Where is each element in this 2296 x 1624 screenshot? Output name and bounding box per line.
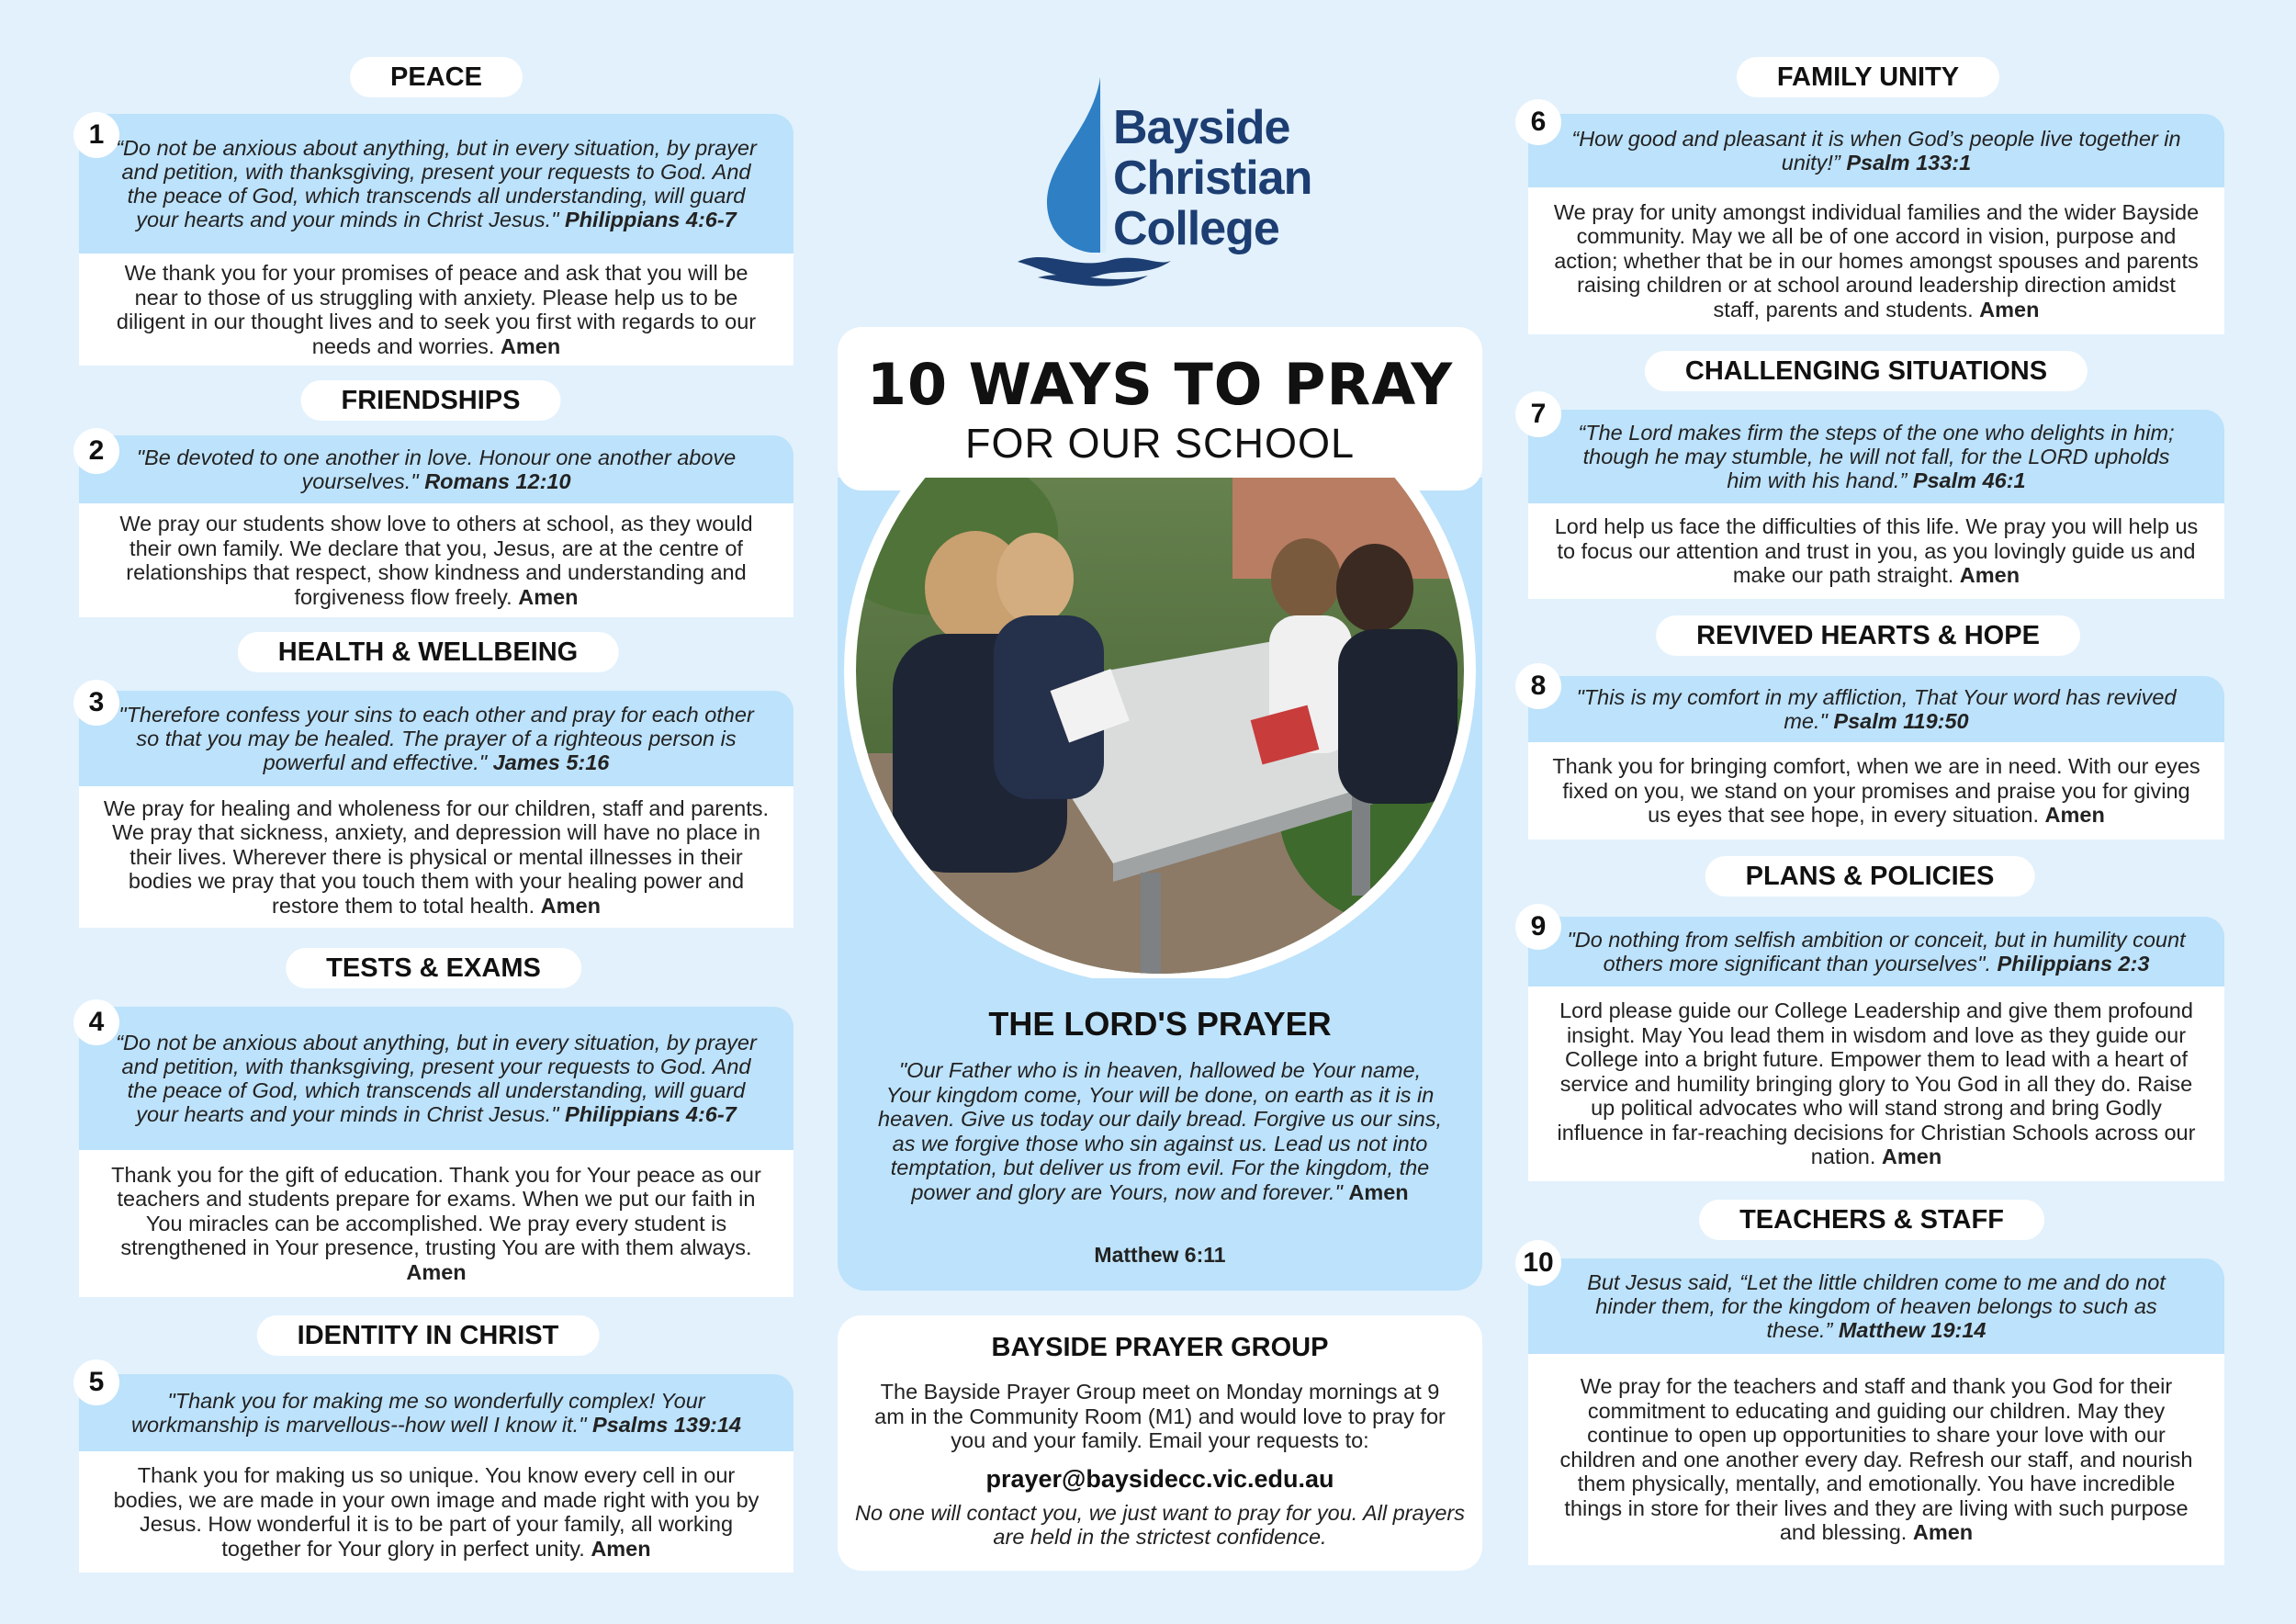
prayer-number: 3 [73,680,119,726]
prayer-quote [1528,114,2224,187]
prayer-group-note: No one will contact you, we just want to pray for you. All prayers are held in the strictest confidence. [855,1500,1465,1549]
lords-prayer-body: "Our Father who is in heaven, hallowed be Your name, Your kingdom come, Your will be done, on earth as it is in heaven. Give us today our daily bread. Forgive us our sins, as we forgive those who sin against us. Lead us not into temptation, but deliver us from evil. For the kingdom, the power and glory are Yours, now and forever." [878,1058,1442,1204]
quote-text: “How good and pleasant it is when God’s people live together in unity!” [1571,127,2181,175]
prayer-number: 9 [1515,904,1561,950]
body-text: Lord please guide our College Leadership and give them profound insight. May You lead them in wisdom and love as they guide our College into a bright future. Empower them to lead with a heart of service and humility bringing glory to You God in all they do. Raise up political advocates who will stand strong and bring Godly influence in far-reaching decisions for Christian Schools across our nation. [1557,998,2196,1169]
logo-line-3: College [1113,202,1279,255]
title-box [838,327,1482,491]
amen-label: Amen [2044,803,2105,828]
quote-text: But Jesus said, “Let the little children come to me and do not hinder them, for the kingdom of heaven belongs to such as these.” [1587,1270,2166,1342]
prayer-card-6 [1528,114,2224,334]
lords-prayer-title: THE LORD'S PRAYER [988,1005,1332,1043]
body-text: We pray for the teachers and staff and thank you God for their commitment to educating and guiding our children. May they continue to open up opportunities to share your love with our children and one another every day. Refresh our staff, and nourish them physically, mentally, and emotionally. You have incredible things in store for their lives and they are living with such purpose and blessing. [1559,1374,2193,1545]
page-subtitle: FOR OUR SCHOOL [964,420,1356,467]
body-text: Thank you for bringing comfort, when we are in need. With our eyes fixed on you, we stand on your promises and praise you for giving us eyes that see hope, in every situation. [1552,754,2200,828]
quote-reference: Psalm 119:50 [1833,709,1969,733]
body-text: We pray for unity amongst individual families and the wider Bayside community. May we all be of one accord in vision, purpose and action; whether that be in our homes amongst spouses and parents raising children or at school around leadership direction amidst staff, parents and students. [1553,199,2200,321]
prayer-number: 5 [73,1359,119,1405]
amen-label: Amen [500,333,561,358]
prayer-quote [1528,676,2224,742]
prayer-card-5 [79,1374,793,1573]
body-text: Thank you for making us so unique. You know every cell in our bodies, we are made in your own image and made right with you by Jesus. How wonderful it is to be part of your family, all working together for Your glory in perfect unity. [113,1463,760,1561]
quote-reference: James 5:16 [492,750,610,774]
quote-reference: Philippians 4:6-7 [565,208,737,231]
prayer-number: 1 [73,112,119,158]
prayer-body [79,1150,793,1297]
water-drop-icon [1047,77,1100,253]
prayer-heading: FAMILY UNITY [1737,57,1999,97]
quote-text: "This is my comfort in my affliction, That Your word has revived me." [1576,685,2177,733]
amen-label: Amen [1959,563,2020,588]
prayer-number: 4 [73,999,119,1045]
prayer-heading: PLANS & POLICIES [1705,856,2035,897]
quote-text: "Do nothing from selfish ambition or conceit, but in humility count others more significant than yourselves". [1567,928,2186,976]
body-text: Thank you for the gift of education. Thank you for Your peace as our teachers and students prepare for exams. When we put our faith in You miracles can be accomplished. We pray every student is strengthened in Your presence, trusting You are with them always. [111,1162,761,1260]
amen-label: Amen [518,584,579,609]
amen-label: Amen [591,1536,651,1561]
prayer-number: 2 [73,428,119,474]
prayer-quote [1528,410,2224,503]
prayer-heading: TEACHERS & STAFF [1699,1200,2044,1240]
body-text: We thank you for your promises of peace and ask that you will be near to those of us struggling with anxiety. Please help us to be diligent in our thought lives and to seek you first with regards to our needs and worries. [116,261,757,358]
prayer-quote [79,435,793,503]
prayer-group-box [838,1315,1482,1571]
body-text: We pray our students show love to others at school, as they would their own family. We declare that you, Jesus, are at the centre of relationships that respect, show kindness and understanding and forgiveness flow freely. [119,512,753,609]
prayer-body [1528,187,2224,334]
prayer-heading: REVIVED HEARTS & HOPE [1656,615,2080,656]
prayer-body [1528,503,2224,599]
prayer-quote [79,114,793,254]
prayer-quote [79,1007,793,1150]
quote-text: “The Lord makes firm the steps of the one who delights in him; though he may stumble, he will not fall, for the LORD upholds him with his hand.” [1578,421,2175,492]
quote-text: “Do not be anxious about anything, but in every situation, by prayer and petition, with thanksgiving, present your requests to God. And the peace of God, which transcends all understanding, will guard your hearts and your minds in Christ Jesus." [116,1031,757,1126]
prayer-card-10 [1528,1258,2224,1565]
waves-icon [1018,257,1171,278]
prayer-card-9 [1528,917,2224,1181]
prayer-card-7 [1528,410,2224,599]
prayer-body [1528,1354,2224,1565]
quote-text: “Do not be anxious about anything, but in every situation, by prayer and petition, with thanksgiving, present your requests to God. And the peace of God, which transcends all understanding, will guard your hearts and your minds in Christ Jesus." [116,136,757,231]
quote-reference: Psalm 46:1 [1912,468,2026,492]
prayer-card-4 [79,1007,793,1297]
prayer-card-8 [1528,676,2224,840]
prayer-number: 6 [1515,99,1561,145]
prayer-card-1-content [79,114,793,366]
college-name [1113,103,1311,254]
prayer-heading: FRIENDSHIPS [301,380,561,421]
amen-label: Amen [1979,297,2040,321]
prayer-card-3 [79,691,793,928]
amen-label: Amen [406,1259,467,1284]
prayer-heading: IDENTITY IN CHRIST [257,1315,600,1356]
quote-reference: Philippians 4:6-7 [565,1102,737,1126]
logo-line-1: Bayside [1113,101,1290,154]
quote-reference: Philippians 2:3 [1997,952,2150,976]
students-photo [838,478,1482,978]
page-title: 10 WAYS TO PRAY [866,351,1454,418]
quote-text: "Be devoted to one another in love. Honour one another above yourselves." [136,445,737,493]
prayer-body [79,1451,793,1573]
quote-reference: Psalm 133:1 [1846,151,1972,175]
amen-label: Amen [540,893,601,918]
amen-label: Amen [1348,1179,1409,1204]
lords-prayer-text [838,1058,1482,1204]
amen-label: Amen [1912,1520,1974,1545]
prayer-group-text: The Bayside Prayer Group meet on Monday mornings at 9 am in the Community Room (M1) and would love to pray for you and your family. Email your requests to: [874,1380,1446,1452]
quote-reference: Psalms 139:14 [591,1413,741,1437]
prayer-number: 10 [1515,1240,1561,1286]
prayer-heading: HEALTH & WELLBEING [238,632,619,672]
body-text: We pray for healing and wholeness for our children, staff and parents. We pray that sickness, anxiety, and depression will have no place in their lives. Wherever there is physical or mental illnesses in their bodies we pray that you touch them with your healing power and restore them to total health. [103,795,770,918]
prayer-quote [1528,1258,2224,1354]
prayer-heading: PEACE [350,57,523,97]
prayer-body [1528,987,2224,1181]
prayer-body [79,503,793,617]
prayer-heading: TESTS & EXAMS [286,948,581,988]
quote-reference: Romans 12:10 [424,469,571,493]
prayer-body [79,786,793,928]
prayer-quote [79,691,793,786]
prayer-body [1528,742,2224,840]
prayer-number: 8 [1515,663,1561,709]
prayer-card-2 [79,435,793,617]
logo-line-2: Christian [1113,152,1312,205]
prayer-body [79,254,793,366]
prayer-number: 7 [1515,391,1561,437]
lords-prayer-reference: Matthew 6:11 [1094,1243,1226,1267]
quote-reference: Matthew 19:14 [1838,1318,1986,1342]
amen-label: Amen [1881,1145,1942,1169]
prayer-quote [79,1374,793,1451]
prayer-group-email[interactable]: prayer@baysidecc.vic.edu.au [985,1464,1334,1493]
prayer-quote [1528,917,2224,987]
quote-text: "Therefore confess your sins to each other and pray for each other so that you may be healed. The prayer of a righteous person is powerful and effective." [118,703,754,774]
quote-text: "Thank you for making me so wonderfully complex! Your workmanship is marvellous--how well I know it." [130,1389,705,1437]
body-text: Lord help us face the difficulties of this life. We pray you will help us to focus our attention and trust in you, as you lovingly guide us and make our path straight. [1554,514,2199,588]
prayer-group-title: BAYSIDE PRAYER GROUP [991,1333,1329,1362]
prayer-heading: CHALLENGING SITUATIONS [1645,351,2088,391]
